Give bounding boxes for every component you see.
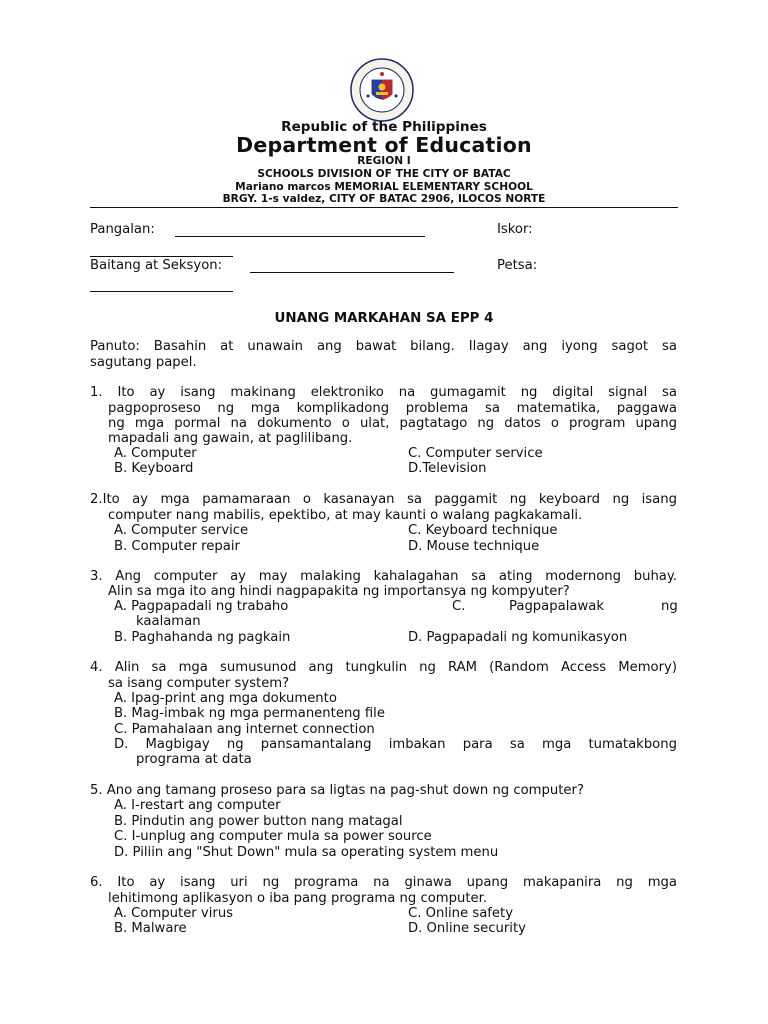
question-5-text: 5. Ano ang tamang proseso para sa ligtas na pag-shut down ng computer? <box>90 783 584 798</box>
department-heading: Department of Education <box>236 133 532 157</box>
header-divider <box>90 207 678 208</box>
address-heading: BRGY. 1-s valdez, CITY OF BATAC 2906, ILOCOS NORTE <box>222 193 546 205</box>
deped-seal-icon <box>350 58 414 122</box>
question-2-text: 2.Ito ay mga pamamaraan o kasanayan sa paggamit ng keyboard ng isang <box>90 492 677 507</box>
choice-4c[interactable]: C. Pamahalaan ang internet connection <box>114 722 375 737</box>
question-6-text: lehitimong aplikasyon o iba pang programa ng computer. <box>108 891 488 906</box>
date-label: Petsa: <box>497 258 538 273</box>
question-1-text: mapadali ang gawain, at paglilibang. <box>108 431 353 446</box>
instructions-line: sagutang papel. <box>90 355 197 370</box>
question-3-text: 3. Ang computer ay may malaking kahalagahan sa ating modernong buhay. <box>90 569 677 584</box>
question-6-text: 6. Ito ay isang uri ng programa na ginawa upang makapanira ng mga <box>90 875 677 890</box>
choice-5b[interactable]: B. Pindutin ang power button nang matagal <box>114 814 403 829</box>
choice-6c[interactable]: C. Online safety <box>408 906 514 921</box>
choice-3a[interactable]: A. Pagpapadali ng trabaho <box>114 599 289 614</box>
school-heading: Mariano marcos MEMORIAL ELEMENTARY SCHOOL <box>235 181 533 193</box>
name-field[interactable] <box>175 224 425 237</box>
choice-2b[interactable]: B. Computer repair <box>114 539 240 554</box>
region-heading: REGION I <box>357 155 411 167</box>
score-field[interactable] <box>90 244 233 257</box>
grade-section-field[interactable] <box>250 260 454 273</box>
choice-3b[interactable]: B. Paghahanda ng pagkain <box>114 630 291 645</box>
choice-1d[interactable]: D.Television <box>408 461 487 476</box>
choice-2a[interactable]: A. Computer service <box>114 523 249 538</box>
choice-3d[interactable]: D. Pagpapadali ng komunikasyon <box>408 630 628 645</box>
choice-5d[interactable]: D. Piliin ang "Shut Down" mula sa operating system menu <box>114 845 499 860</box>
choice-6a[interactable]: A. Computer virus <box>114 906 234 921</box>
choice-5a[interactable]: A. I-restart ang computer <box>114 798 281 813</box>
division-heading: SCHOOLS DIVISION OF THE CITY OF BATAC <box>257 168 511 180</box>
choice-4d[interactable]: D. Magbigay ng pansamantalang imbakan para sa mga tumatakbong <box>114 737 677 752</box>
choice-1a[interactable]: A. Computer <box>114 446 197 461</box>
choice-1b[interactable]: B. Keyboard <box>114 461 194 476</box>
choice-6b[interactable]: B. Malware <box>114 921 187 936</box>
choice-4d-continuation: programa at data <box>136 752 252 767</box>
choice-4a[interactable]: A. Ipag-print ang mga dokumento <box>114 691 337 706</box>
question-2-text: computer nang mabilis, epektibo, at may kaunti o walang pagkakamali. <box>108 508 583 523</box>
score-label: Iskor: <box>497 222 533 237</box>
question-1-text: pagpoproseso ng mga komplikadong problema sa matematika, paggawa <box>108 401 677 416</box>
republic-heading: Republic of the Philippines <box>281 119 487 135</box>
instructions-line: Panuto: Basahin at unawain ang bawat bilang. Ilagay ang iyong sagot sa <box>90 339 677 354</box>
question-3-text: Alin sa mga ito ang hindi nagpapakita ng importansya ng kompyuter? <box>108 584 570 599</box>
choice-3c-continuation: kaalaman <box>136 614 201 629</box>
choice-2d[interactable]: D. Mouse technique <box>408 539 540 554</box>
choice-4b[interactable]: B. Mag-imbak ng mga permanenteng file <box>114 706 385 721</box>
choice-3c-word[interactable]: Pagpapalawak <box>509 599 604 614</box>
date-field[interactable] <box>90 279 233 292</box>
question-1-text: ng mga pormal na dokumento o ulat, pagtatago ng datos o program upang <box>108 416 677 431</box>
choice-1c[interactable]: C. Computer service <box>408 446 543 461</box>
exam-title: UNANG MARKAHAN SA EPP 4 <box>274 311 494 326</box>
question-1-text: 1. Ito ay isang makinang elektroniko na gumagamit ng digital signal sa <box>90 385 677 400</box>
choice-3c-letter[interactable]: C. <box>452 599 466 614</box>
name-label: Pangalan: <box>90 222 155 237</box>
grade-section-label: Baitang at Seksyon: <box>90 258 223 273</box>
choice-5c[interactable]: C. I-unplug ang computer mula sa power source <box>114 829 432 844</box>
question-4-text: sa isang computer system? <box>108 676 290 691</box>
choice-3c-word[interactable]: ng <box>661 599 678 614</box>
question-4-text: 4. Alin sa mga sumusunod ang tungkulin ng RAM (Random Access Memory) <box>90 660 677 675</box>
choice-2c[interactable]: C. Keyboard technique <box>408 523 558 538</box>
choice-6d[interactable]: D. Online security <box>408 921 526 936</box>
